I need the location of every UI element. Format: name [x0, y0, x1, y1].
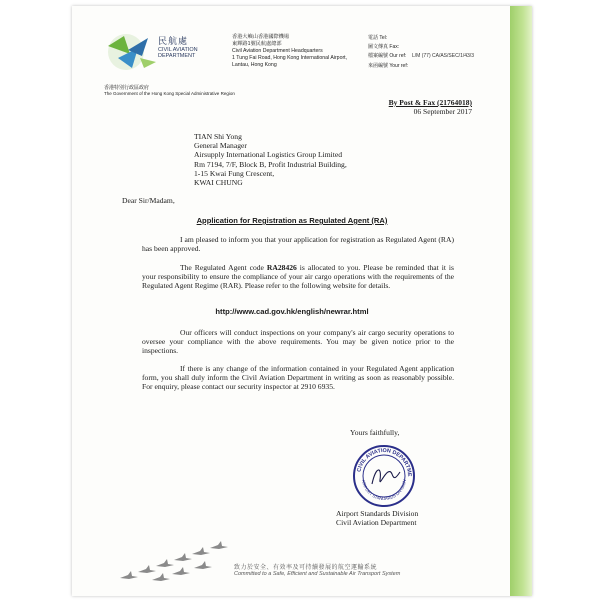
government-name-cn: 香港特別行政區政府: [104, 85, 150, 91]
recipient-address: [194, 132, 347, 187]
paragraph-changes: [142, 364, 454, 392]
address-line: 1 Tung Fai Road, Hong Kong International Airport,: [232, 55, 348, 61]
svg-text:CIVIL AVIATION DEPARTMENT: [352, 444, 412, 477]
paragraph-text: Our officers will conduct inspections on your company's air cargo security operations to oversee your compliance with the above requirements. You may be given notice prior to the inspections.: [142, 328, 454, 356]
recipient-line: General Manager: [194, 141, 247, 151]
department-name: [158, 34, 198, 59]
recipient-line: KWAI CHUNG: [194, 178, 243, 188]
contact-row-our-ref: [368, 52, 474, 61]
signatory-department: Civil Aviation Department: [336, 518, 417, 528]
contact-row-fax: [368, 43, 474, 52]
salutation: Dear Sir/Madam,: [122, 196, 175, 205]
department-name-en-1: CIVIL AVIATION: [158, 47, 198, 53]
letter-subject: Application for Registration as Regulated Agent (RA): [196, 216, 388, 225]
address-line: 東輝路1號民航處總部: [232, 41, 282, 47]
address-line: Lantau, Hong Kong: [232, 62, 277, 68]
recipient-line: TIAN Shi Yong: [194, 132, 242, 141]
tagline-en: Committed to a Safe, Efficient and Sustainable Air Transport System: [234, 571, 401, 577]
signatory-block: [336, 509, 418, 527]
signature-stroke: [372, 470, 400, 484]
delivery-method: By Post & Fax (21764018): [388, 98, 472, 107]
address-line: 香港大嶼山香港國際機場: [232, 34, 290, 40]
recipient-line: Rm 7194, 7/F, Block B, Profit Industrial Building,: [194, 159, 347, 169]
closing: Yours faithfully,: [350, 428, 400, 437]
tagline-cn: 致力於安全、有效率及可持續發展的航空運輸系統: [234, 565, 378, 571]
birds-graphic-icon: [112, 536, 232, 586]
paragraph-text: I am pleased to inform you that your application for registration as Regulated Agent (RA) has been approved.: [142, 235, 454, 254]
government-name-en: The Government of the Hong Kong Special Administrative Region: [104, 91, 235, 96]
contact-row-your-ref: [368, 62, 474, 71]
signatory-division: Airport Standards Division: [336, 509, 419, 518]
svg-text:AIRPORT STANDARDS DIVISION: [361, 479, 407, 501]
letter-page: [72, 6, 532, 596]
contact-label: 圖文傳真 Fax:: [368, 44, 400, 51]
paragraph-text: The Regulated Agent code: [180, 263, 267, 272]
contact-label: 電話 Tel:: [368, 35, 388, 41]
cad-logo-icon: [104, 28, 160, 74]
department-name-en-2: DEPARTMENT: [158, 53, 196, 59]
contact-label: 來函編號 Your ref:: [368, 62, 409, 69]
website-link[interactable]: http://www.cad.gov.hk/english/newrar.html: [215, 307, 369, 316]
regulated-agent-code: RA28426: [266, 263, 297, 272]
green-side-bar: [510, 6, 532, 596]
official-seal-icon: [352, 444, 416, 508]
contact-label: 檔案編號 Our ref:: [368, 53, 407, 60]
paragraph-approval: [142, 235, 454, 253]
letter-date: 06 September 2017: [413, 107, 472, 116]
recipient-line: 1-15 Kwai Fung Crescent,: [194, 168, 275, 178]
paragraph-text: is allocated to you. Please be reminded that it is your responsibility to ensure the compliance of your air cargo operations with the requirements of the Regulated Agent Regime (RAR). Please refer to the following website for details.: [142, 263, 454, 291]
paragraph-text: If there is any change of the information contained in your Regulated Agent application form, you shall duly inform the Civil Aviation Department in writing as soon as reasonably possible. For enquiry, please contact our security inspector at 2910 6935.: [142, 364, 454, 392]
seal-inner-text: AIRPORT STANDARDS DIVISION: [361, 479, 407, 502]
paragraph-inspections: [142, 328, 454, 356]
address-line: Civil Aviation Department Headquarters: [232, 48, 323, 54]
contact-row-tel: [368, 34, 474, 43]
contact-reference-block: [368, 34, 474, 71]
paragraph-code: [142, 263, 454, 291]
department-address: [232, 34, 347, 69]
recipient-line: Airsupply International Logistics Group Limited: [194, 150, 343, 160]
contact-value: L/M (77) CA/AS/SEC/1/43/3: [412, 53, 474, 60]
department-name-cn: 民航處: [158, 36, 189, 46]
seal-text: CIVIL AVIATION DEPARTME: [356, 447, 413, 477]
